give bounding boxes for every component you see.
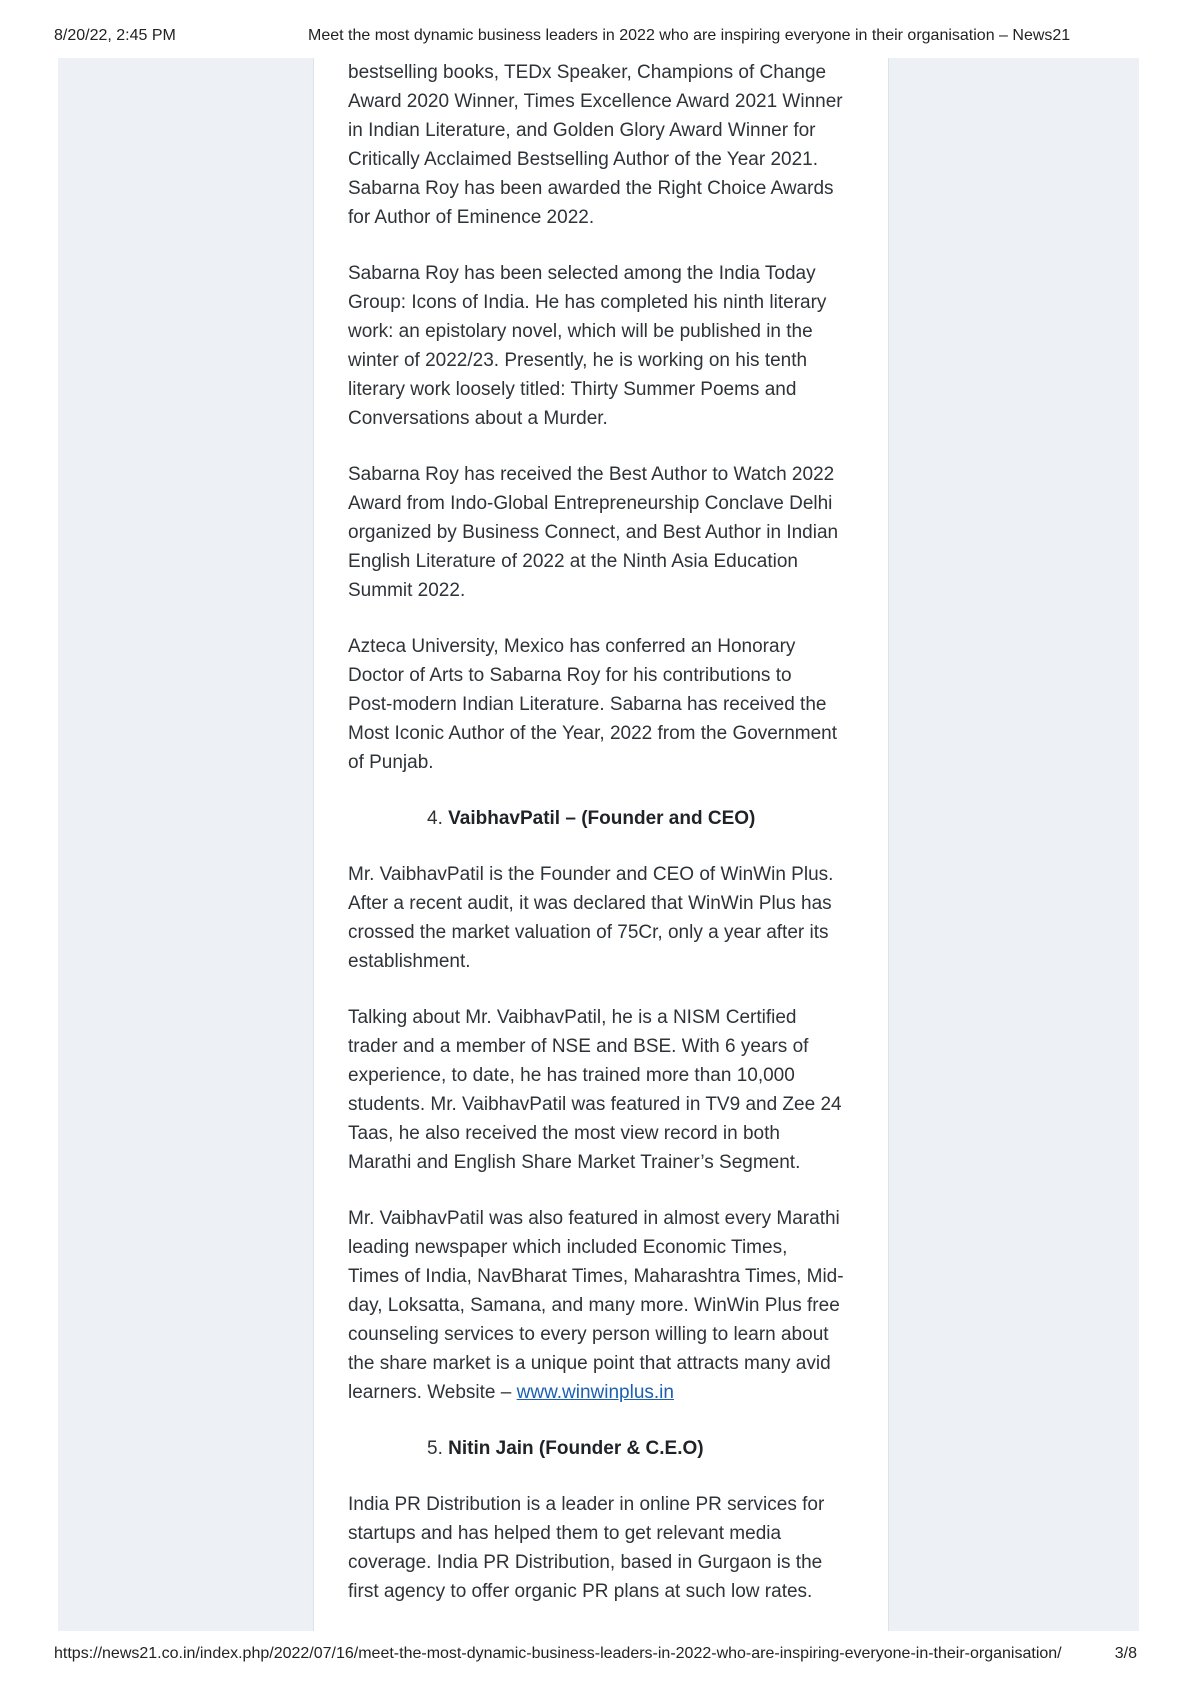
text-line: establishment. (348, 951, 471, 972)
text-line: day, Loksatta, Samana, and many more. WinWin Plus free (348, 1295, 840, 1316)
text-line: work: an epistolary novel, which will be published in the (348, 321, 813, 342)
text-line: Summit 2022. (348, 580, 466, 601)
text-line: literary work loosely titled: Thirty Summer Poems and (348, 379, 797, 400)
text-line (348, 1378, 858, 1407)
paragraph-newspaper-features (348, 1204, 858, 1407)
text-line: Group: Icons of India. He has completed his ninth literary (348, 292, 827, 313)
paragraph-awards (348, 58, 858, 232)
text-line: of Punjab. (348, 752, 434, 773)
paragraph-winwin-founder (348, 860, 858, 976)
print-header (54, 27, 1137, 49)
text-line: Sabarna Roy has been awarded the Right Choice Awards (348, 178, 834, 199)
text-line: experience, to date, he has trained more than 10,000 (348, 1065, 795, 1086)
text-line: India PR Distribution is a leader in online PR services for (348, 1494, 825, 1515)
text-line: Talking about Mr. VaibhavPatil, he is a NISM Certified (348, 1007, 797, 1028)
text-line: Post-modern Indian Literature. Sabarna has received the (348, 694, 827, 715)
text-line: Award from Indo-Global Entrepreneurship Conclave Delhi (348, 493, 833, 514)
section-heading-vaibhav-patil (348, 804, 858, 833)
text-line: Times of India, NavBharat Times, Maharashtra Times, Mid- (348, 1266, 844, 1287)
text-line: startups and has helped them to get relevant media (348, 1523, 782, 1544)
text-line: Mr. VaibhavPatil is the Founder and CEO of WinWin Plus. (348, 864, 834, 885)
text-line: Taas, he also received the most view record in both (348, 1123, 780, 1144)
text-line: Azteca University, Mexico has conferred an Honorary (348, 636, 796, 657)
paragraph-icons-of-india (348, 259, 858, 433)
article-column (313, 58, 889, 1631)
print-url: https://news21.co.in/index.php/2022/07/16/meet-the-most-dynamic-business-leaders-in-2022-who-are-inspiring-everyone-in-their-organisation/ (54, 1645, 1062, 1662)
text-line: students. Mr. VaibhavPatil was featured in TV9 and Zee 24 (348, 1094, 842, 1115)
text-line: Doctor of Arts to Sabarna Roy for his contributions to (348, 665, 792, 686)
paragraph-honorary-doctorate (348, 632, 858, 777)
heading-number: 5. (427, 1438, 443, 1459)
text-line: first agency to offer organic PR plans at such low rates. (348, 1581, 813, 1602)
heading-number: 4. (427, 808, 443, 829)
print-datetime: 8/20/22, 2:45 PM (54, 27, 176, 44)
article-body (348, 58, 858, 1633)
heading-text: Nitin Jain (Founder & C.E.O) (448, 1438, 704, 1459)
winwinplus-link[interactable]: www.winwinplus.in (516, 1382, 674, 1403)
print-footer (54, 1645, 1137, 1667)
print-page-title: Meet the most dynamic business leaders in 2022 who are inspiring everyone in their organisation – News21 (308, 27, 1071, 44)
print-page-number: 3/8 (1114, 1645, 1137, 1662)
heading-text: VaibhavPatil – (Founder and CEO) (448, 808, 756, 829)
text-line: Sabarna Roy has received the Best Author to Watch 2022 (348, 464, 835, 485)
text-line: Conversations about a Murder. (348, 408, 608, 429)
text-line: trader and a member of NSE and BSE. With 6 years of (348, 1036, 809, 1057)
text-line: Most Iconic Author of the Year, 2022 from the Government (348, 723, 838, 744)
text-line: crossed the market valuation of 75Cr, only a year after its (348, 922, 829, 943)
text-line: for Author of Eminence 2022. (348, 207, 595, 228)
text-line: Critically Acclaimed Bestselling Author of the Year 2021. (348, 149, 818, 170)
text-line: in Indian Literature, and Golden Glory Award Winner for (348, 120, 816, 141)
text-line: After a recent audit, it was declared that WinWin Plus has (348, 893, 832, 914)
text-line: Marathi and English Share Market Trainer’s Segment. (348, 1152, 801, 1173)
text-line: Mr. VaibhavPatil was also featured in almost every Marathi (348, 1208, 840, 1229)
text-line: coverage. India PR Distribution, based in Gurgaon is the (348, 1552, 823, 1573)
text-line: Sabarna Roy has been selected among the India Today (348, 263, 816, 284)
text-line: bestselling books, TEDx Speaker, Champions of Change (348, 62, 827, 83)
text-line: organized by Business Connect, and Best Author in Indian (348, 522, 839, 543)
text-line: Award 2020 Winner, Times Excellence Award 2021 Winner (348, 91, 843, 112)
text-line: winter of 2022/23. Presently, he is working on his tenth (348, 350, 808, 371)
paragraph-best-author (348, 460, 858, 605)
text-line: the share market is a unique point that attracts many avid (348, 1353, 831, 1374)
text-line: English Literature of 2022 at the Ninth Asia Education (348, 551, 798, 572)
paragraph-nism-trader (348, 1003, 858, 1177)
text-line: leading newspaper which included Economic Times, (348, 1237, 788, 1258)
text-line: counseling services to every person willing to learn about (348, 1324, 829, 1345)
website-prefix: learners. Website – (348, 1382, 517, 1403)
paragraph-india-pr (348, 1490, 858, 1606)
section-heading-nitin-jain (348, 1434, 858, 1463)
